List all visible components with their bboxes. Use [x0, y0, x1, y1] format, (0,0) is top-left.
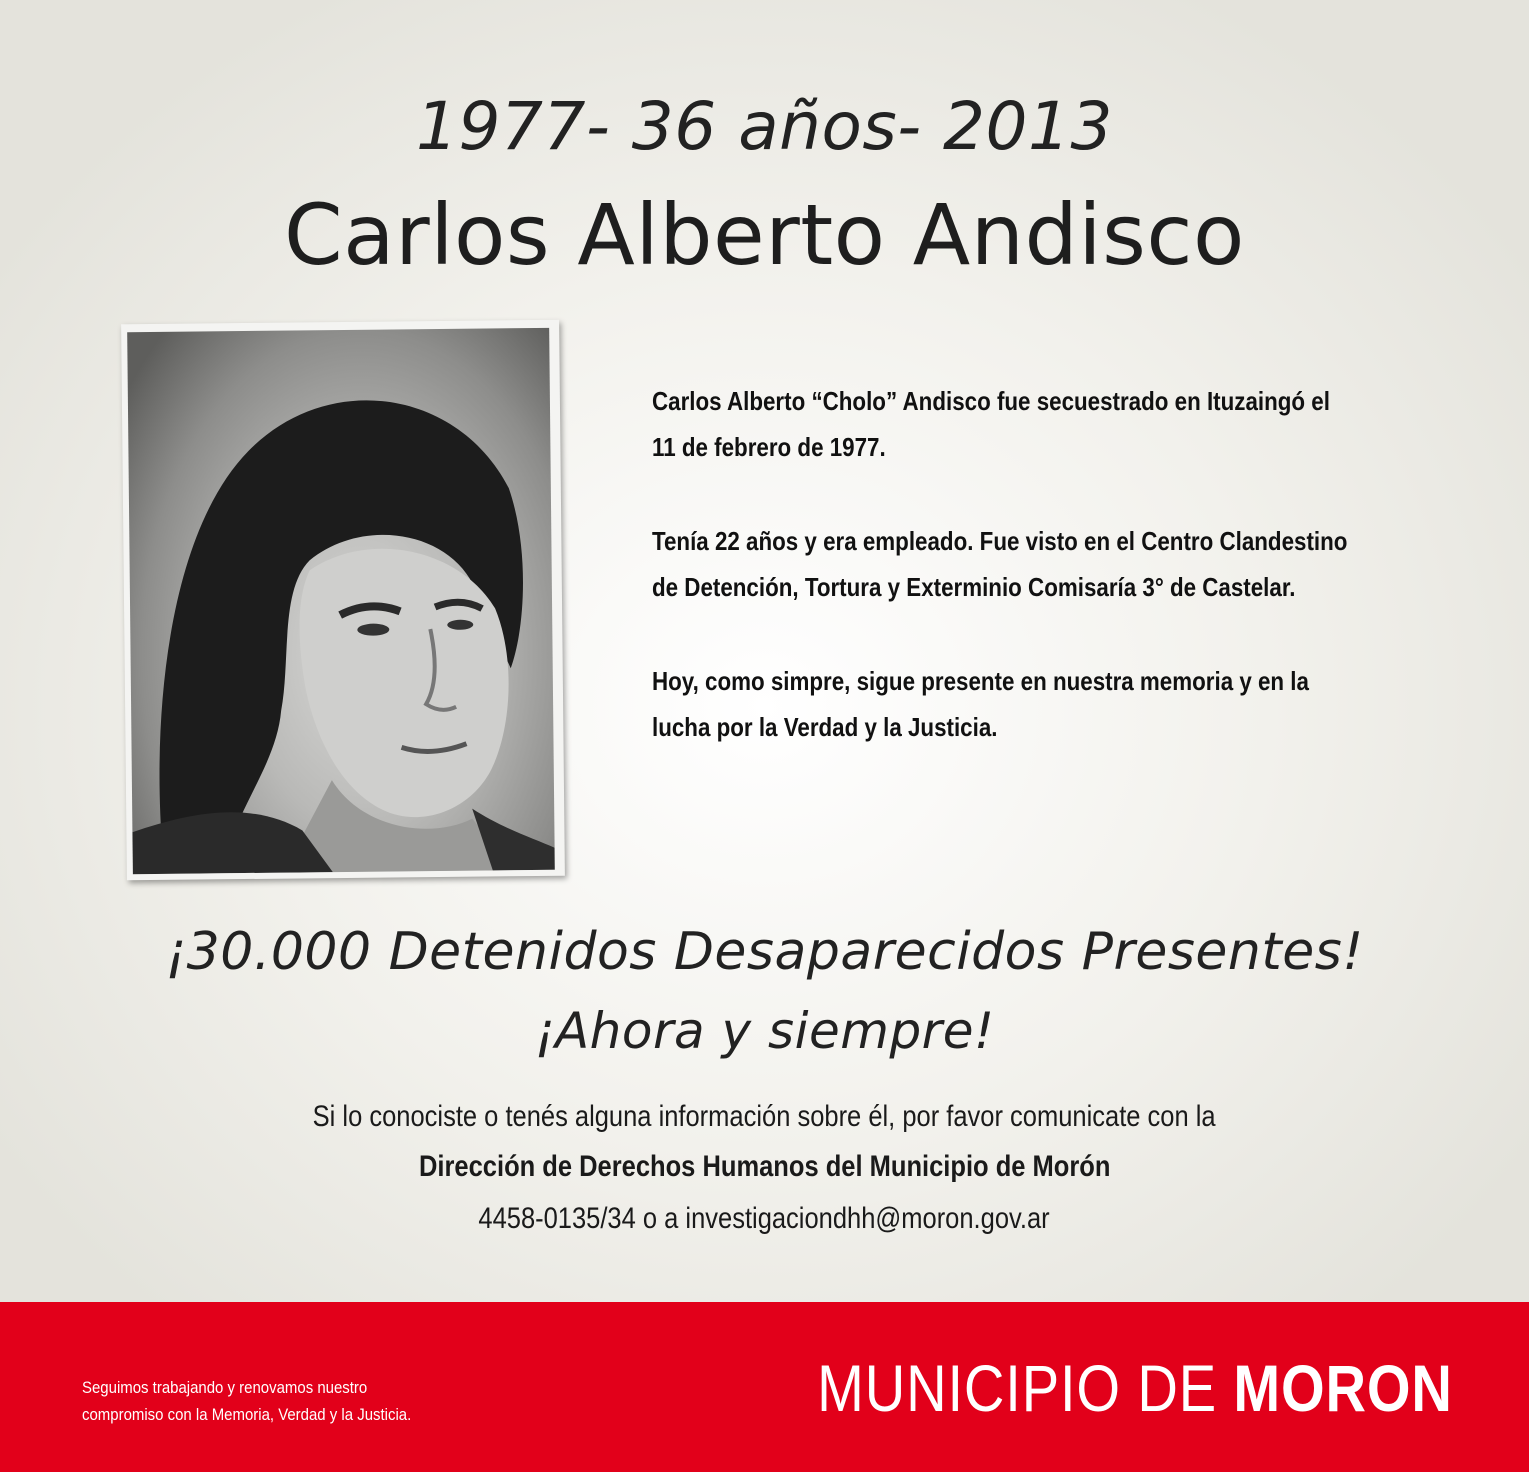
bio-paragraph-abduction: Carlos Alberto “Cholo” Andisco fue secuestrado en Ituzaingó el 11 de febrero de 1977. [652, 386, 1330, 462]
brand-bold: MORON [1233, 1351, 1453, 1425]
portrait-photo [121, 320, 565, 881]
contact-phone-email-text: 4458-0135/34 o a investigaciondhh@moron.gov.ar [478, 1202, 1051, 1235]
biography-text [652, 378, 1372, 798]
bio-paragraph-memory: Hoy, como simpre, sigue presente en nuestra memoria y en la lucha por la Verdad y la Justicia. [652, 666, 1309, 742]
slogan-line-1: ¡30.000 Detenidos Desaparecidos Presentes! [165, 922, 1364, 982]
footer-note-line-2: compromiso con la Memoria, Verdad y la Justicia. [82, 1405, 412, 1424]
brand-prefix: MUNICIPIO DE [817, 1351, 1234, 1425]
municipio-logo [817, 1350, 1453, 1426]
footer-commitment-note [82, 1374, 456, 1428]
slogan-line-2: ¡Ahora y siempre! [534, 1002, 995, 1060]
contact-intro-text: Si lo conociste o tenés alguna información sobre él, por favor comunicate con la [313, 1100, 1216, 1133]
footer-note-line-1: Seguimos trabajando y renovamos nuestro [82, 1378, 368, 1397]
bio-paragraph-detention: Tenía 22 años y era empleado. Fue visto en el Centro Clandestino de Detención, Tortura y Exterminio Comisaría 3° de Castelar. [652, 526, 1348, 602]
person-name-heading: Carlos Alberto Andisco [284, 186, 1245, 284]
footer-banner [0, 1302, 1529, 1472]
contact-phone-email [0, 1202, 1529, 1236]
portrait-photo-icon [127, 328, 555, 874]
years-heading: 1977- 36 años- 2013 [415, 88, 1114, 165]
contact-organization-text: Dirección de Derechos Humanos del Municipio de Morón [418, 1150, 1111, 1183]
contact-organization [0, 1150, 1529, 1184]
contact-intro [0, 1100, 1529, 1134]
